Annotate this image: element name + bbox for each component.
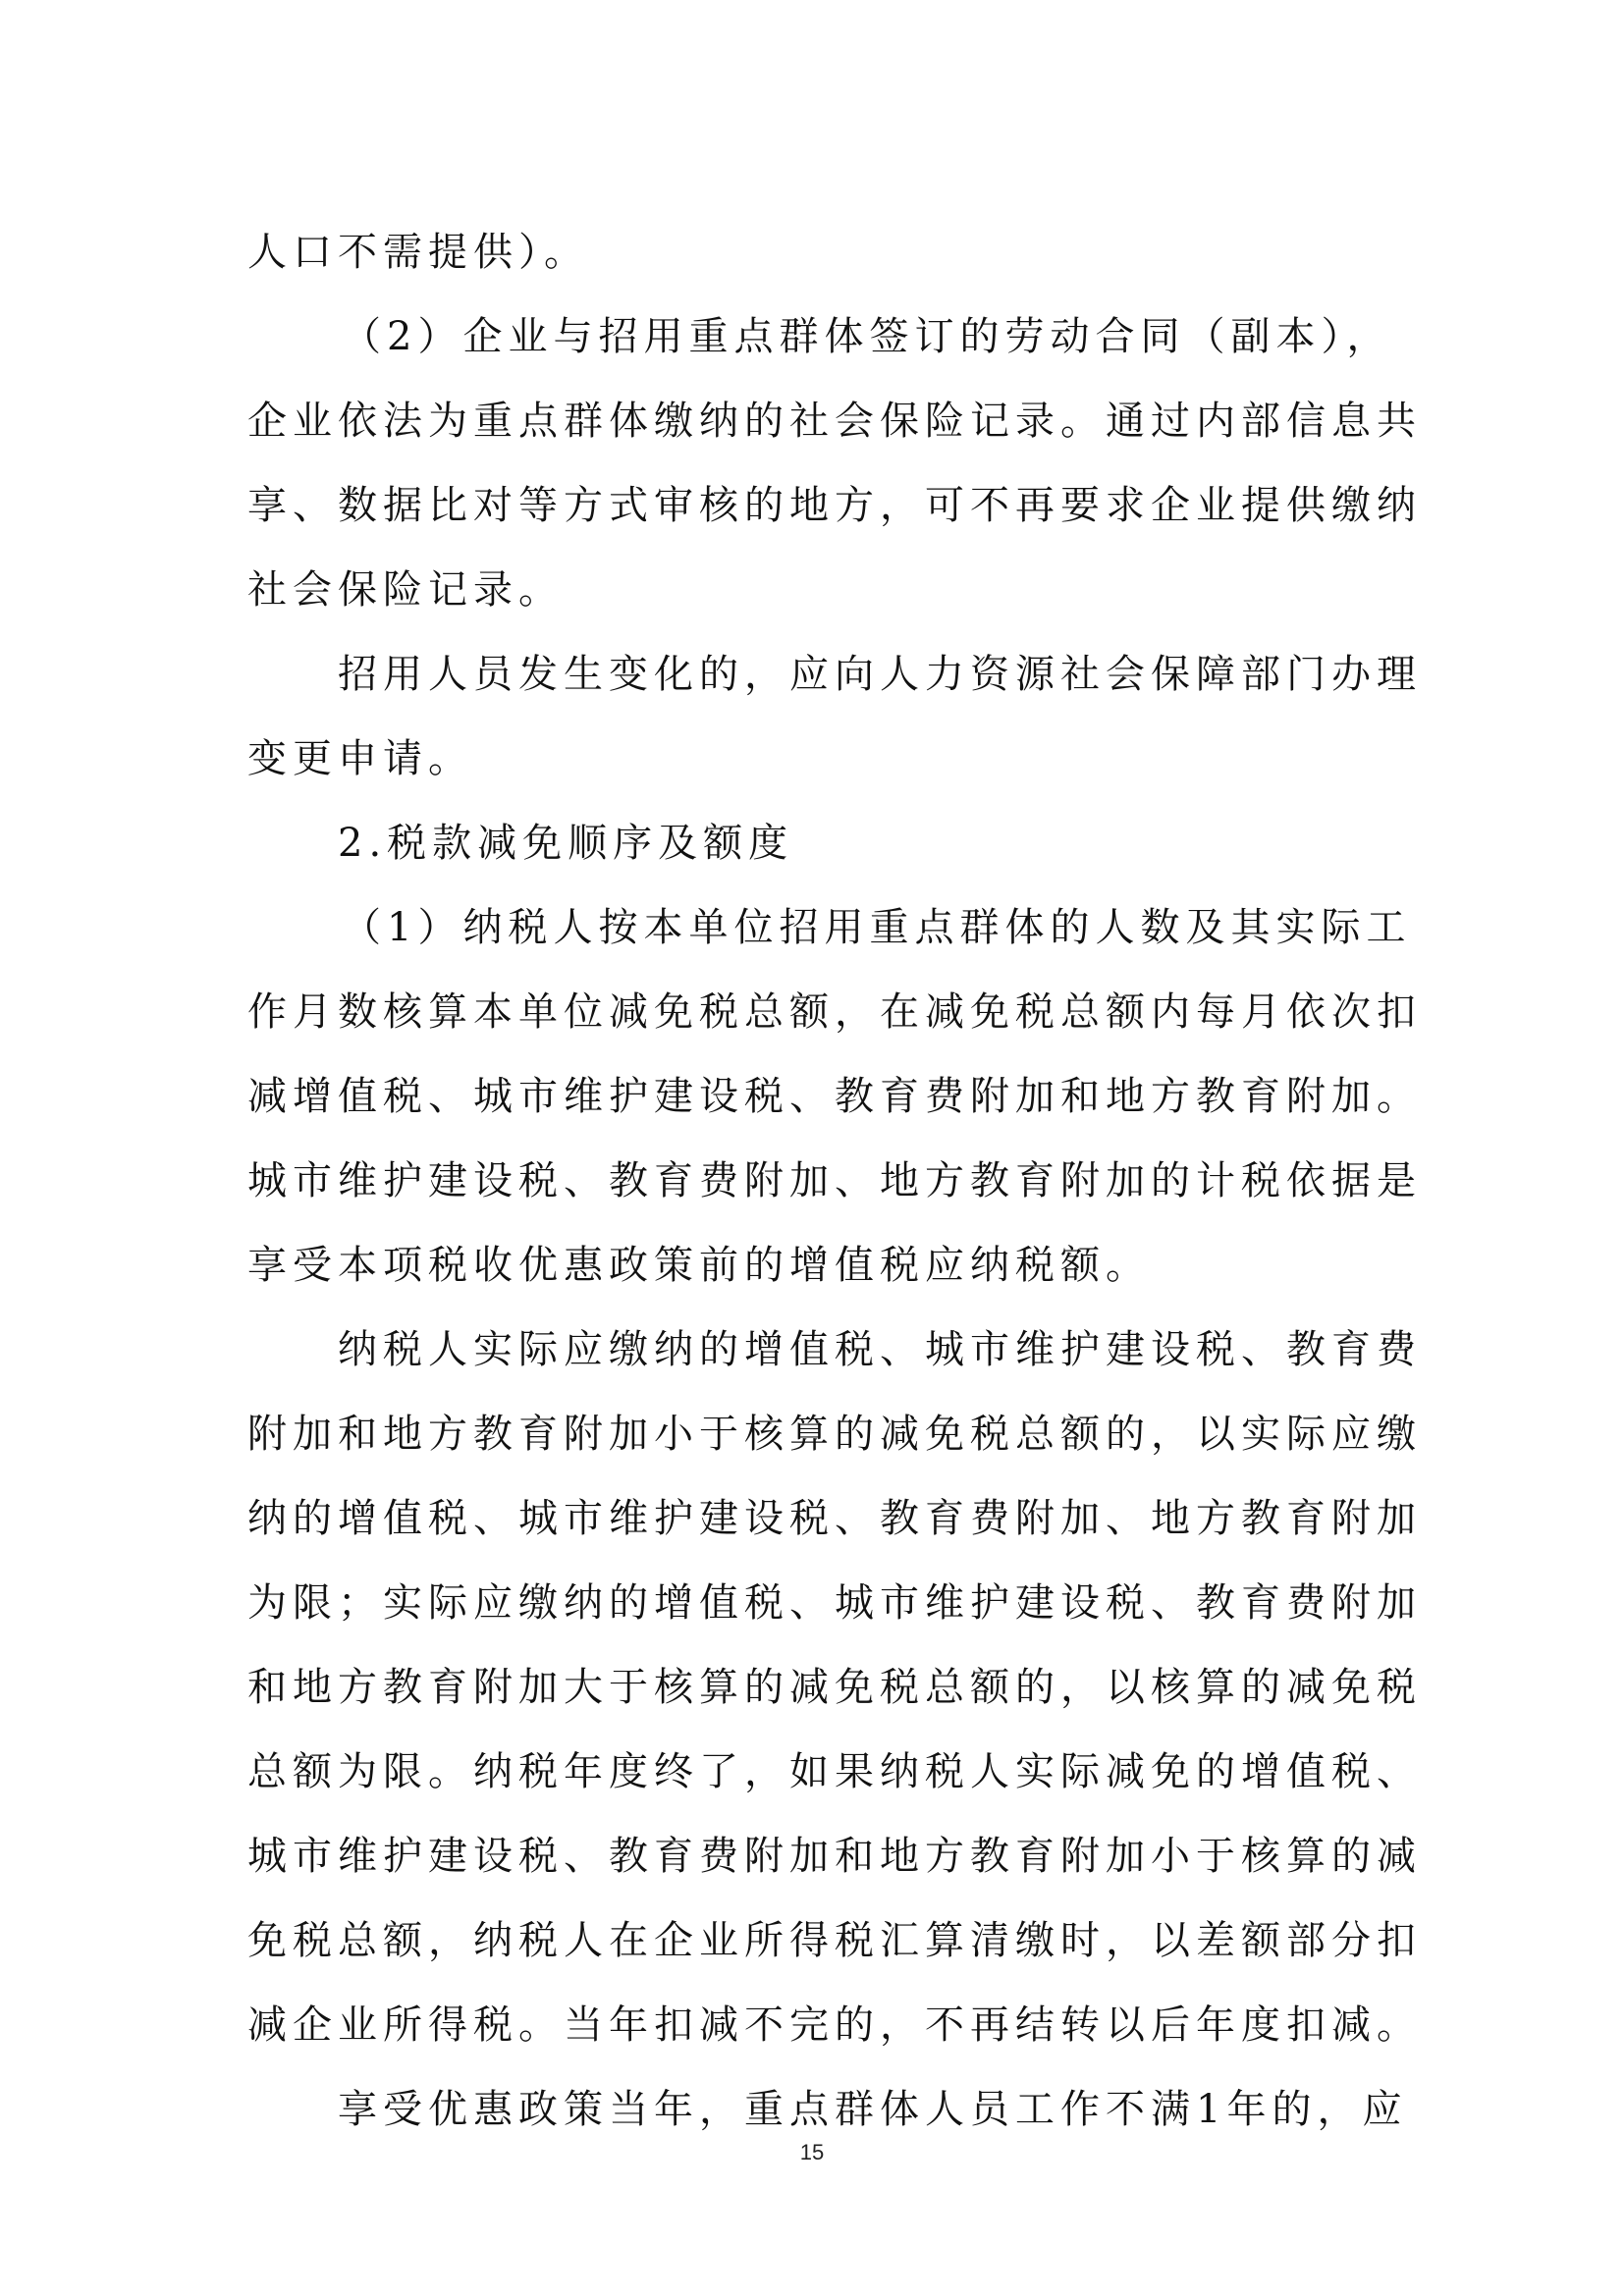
text-line: 变更申请。 (247, 736, 473, 781)
text-line: 招用人员发生变化的，应向人力资源社会保障部门办理 (338, 652, 1422, 697)
text-line: 人口不需提供）。 (247, 230, 589, 275)
text-line: 减企业所得税。当年扣减不完的，不再结转以后年度扣减。 (247, 2002, 1422, 2048)
text-line: 和地方教育附加大于核算的减免税总额的，以核算的减免税 (247, 1665, 1422, 1710)
text-line: （1）纳税人按本单位招用重点群体的人数及其实际工 (342, 905, 1412, 950)
text-line: 附加和地方教育附加小于核算的减免税总额的，以实际应缴 (247, 1412, 1422, 1457)
text-line: 纳税人实际应缴纳的增值税、城市维护建设税、教育费 (338, 1327, 1422, 1372)
section-heading: 2.税款减免顺序及额度 (338, 821, 794, 866)
text-line: 享受本项税收优惠政策前的增值税应纳税额。 (247, 1243, 1151, 1288)
text-line: 纳的增值税、城市维护建设税、教育费附加、地方教育附加 (247, 1496, 1422, 1541)
text-line: 享受优惠政策当年，重点群体人员工作不满1年的，应 (338, 2087, 1408, 2132)
text-line: 作月数核算本单位减免税总额，在减免税总额内每月依次扣 (247, 989, 1422, 1035)
text-line: 社会保险记录。 (247, 567, 564, 613)
text-line: 免税总额，纳税人在企业所得税汇算清缴时，以差额部分扣 (247, 1918, 1422, 1963)
text-line: 企业依法为重点群体缴纳的社会保险记录。通过内部信息共 (247, 399, 1422, 444)
text-line: 减增值税、城市维护建设税、教育费附加和地方教育附加。 (247, 1074, 1422, 1119)
text-line: 城市维护建设税、教育费附加、地方教育附加的计税依据是 (247, 1158, 1422, 1203)
page-number: 15 (799, 2140, 825, 2164)
text-line: 总额为限。纳税年度终了，如果纳税人实际减免的增值税、 (247, 1749, 1422, 1794)
text-line: 城市维护建设税、教育费附加和地方教育附加小于核算的减 (247, 1834, 1422, 1879)
text-line: 享、数据比对等方式审核的地方，可不再要求企业提供缴纳 (247, 483, 1422, 528)
text-line: 为限；实际应缴纳的增值税、城市维护建设税、教育费附加 (247, 1580, 1422, 1626)
text-line: （2）企业与招用重点群体签订的劳动合同（副本）， (342, 314, 1392, 359)
